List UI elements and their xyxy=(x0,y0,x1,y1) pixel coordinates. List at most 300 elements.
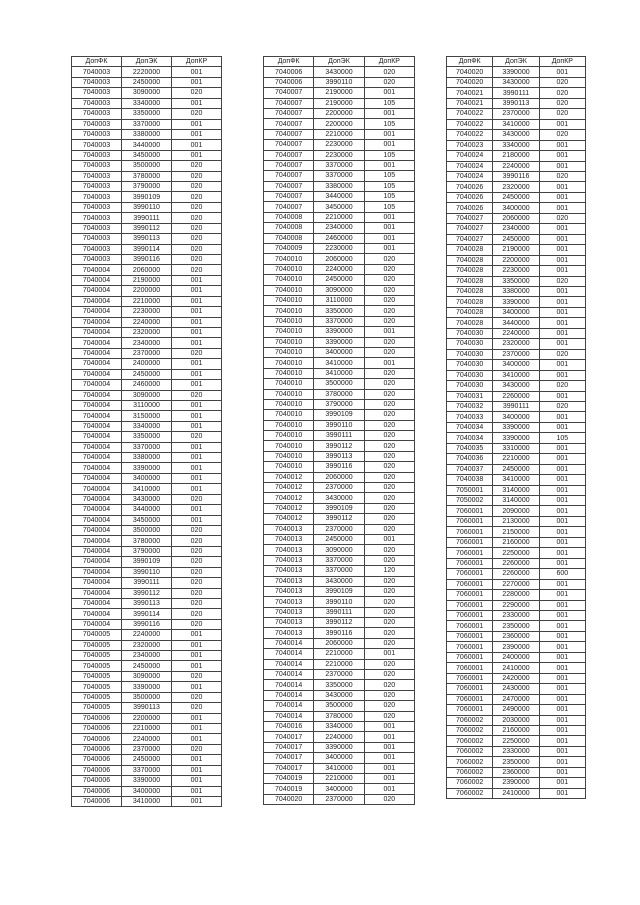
cell-dopkr: 001 xyxy=(539,579,585,589)
cell-dopfk: 7060001 xyxy=(447,694,493,704)
cell-dopfk: 7040010 xyxy=(264,410,314,420)
table-row xyxy=(264,618,415,628)
cell-dopfk: 7060001 xyxy=(447,652,493,662)
cell-dopek: 3390000 xyxy=(314,327,364,337)
table-row xyxy=(447,151,586,161)
table-row xyxy=(447,464,586,474)
cell-dopfk: 7040004 xyxy=(72,275,122,285)
cell-dopkr: 020 xyxy=(539,213,585,223)
cell-dopfk: 7040030 xyxy=(447,381,493,391)
cell-dopkr: 001 xyxy=(364,223,414,233)
table-row xyxy=(447,297,586,307)
cell-dopfk: 7040004 xyxy=(72,390,122,400)
cell-dopfk: 7060001 xyxy=(447,611,493,621)
code-table-1 xyxy=(71,56,222,807)
table-header-row xyxy=(447,57,586,67)
cell-dopfk: 7040016 xyxy=(264,722,314,732)
table-row xyxy=(264,67,415,77)
cell-dopfk: 7040030 xyxy=(447,360,493,370)
cell-dopkr: 001 xyxy=(539,297,585,307)
table-row xyxy=(264,223,415,233)
cell-dopfk: 7040036 xyxy=(447,454,493,464)
cell-dopfk: 7040008 xyxy=(264,233,314,243)
cell-dopkr: 001 xyxy=(364,244,414,254)
cell-dopkr: 001 xyxy=(539,642,585,652)
table-row xyxy=(447,213,586,223)
cell-dopkr: 020 xyxy=(172,494,222,504)
cell-dopkr: 001 xyxy=(539,475,585,485)
cell-dopek: 2190000 xyxy=(314,98,364,108)
table-row xyxy=(72,442,222,452)
cell-dopek: 2370000 xyxy=(314,524,364,534)
code-table-3 xyxy=(446,56,586,799)
table-row xyxy=(72,327,222,337)
cell-dopek: 3390000 xyxy=(314,337,364,347)
cell-dopkr: 020 xyxy=(364,254,414,264)
cell-dopfk: 7040010 xyxy=(264,462,314,472)
table-row xyxy=(264,472,415,482)
cell-dopek: 3410000 xyxy=(122,796,172,806)
cell-dopfk: 7040010 xyxy=(264,316,314,326)
cell-dopek: 3990110 xyxy=(314,420,364,430)
cell-dopek: 2430000 xyxy=(493,684,539,694)
cell-dopkr: 020 xyxy=(539,401,585,411)
cell-dopek: 2150000 xyxy=(493,527,539,537)
table-row xyxy=(447,276,586,286)
table-row xyxy=(264,358,415,368)
cell-dopkr: 001 xyxy=(172,286,222,296)
cell-dopfk: 7040010 xyxy=(264,275,314,285)
cell-dopkr: 001 xyxy=(539,757,585,767)
cell-dopek: 3090000 xyxy=(122,671,172,681)
cell-dopkr: 020 xyxy=(172,171,222,181)
cell-dopkr: 020 xyxy=(364,275,414,285)
cell-dopkr: 001 xyxy=(172,463,222,473)
table-row xyxy=(72,453,222,463)
table-row xyxy=(447,171,586,181)
cell-dopfk: 7040007 xyxy=(264,140,314,150)
table-row xyxy=(72,473,222,483)
cell-dopfk: 7040004 xyxy=(72,546,122,556)
cell-dopfk: 7040004 xyxy=(72,411,122,421)
cell-dopkr: 001 xyxy=(539,454,585,464)
cell-dopkr: 020 xyxy=(172,88,222,98)
cell-dopfk: 7060002 xyxy=(447,746,493,756)
cell-dopek: 3430000 xyxy=(314,690,364,700)
cell-dopfk: 7040004 xyxy=(72,463,122,473)
header-dopek: ДопЭК xyxy=(122,57,172,67)
cell-dopfk: 7040004 xyxy=(72,484,122,494)
cell-dopkr: 001 xyxy=(172,400,222,410)
cell-dopkr: 020 xyxy=(172,234,222,244)
cell-dopfk: 7040004 xyxy=(72,525,122,535)
cell-dopkr: 001 xyxy=(364,140,414,150)
cell-dopkr: 001 xyxy=(364,773,414,783)
cell-dopfk: 7040019 xyxy=(264,784,314,794)
cell-dopfk: 7040013 xyxy=(264,628,314,638)
cell-dopek: 3990116 xyxy=(314,628,364,638)
cell-dopkr: 020 xyxy=(364,607,414,617)
cell-dopkr: 001 xyxy=(172,275,222,285)
cell-dopkr: 001 xyxy=(539,182,585,192)
table-row xyxy=(264,732,415,742)
cell-dopkr: 001 xyxy=(172,380,222,390)
table-row xyxy=(72,567,222,577)
cell-dopkr: 001 xyxy=(539,422,585,432)
cell-dopkr: 020 xyxy=(539,171,585,181)
cell-dopek: 3400000 xyxy=(493,360,539,370)
cell-dopkr: 020 xyxy=(539,276,585,286)
cell-dopek: 3410000 xyxy=(493,119,539,129)
cell-dopkr: 020 xyxy=(172,161,222,171)
cell-dopfk: 7040013 xyxy=(264,618,314,628)
cell-dopek: 3450000 xyxy=(122,515,172,525)
cell-dopkr: 001 xyxy=(172,505,222,515)
cell-dopfk: 7040004 xyxy=(72,338,122,348)
cell-dopkr: 020 xyxy=(172,109,222,119)
cell-dopfk: 7040024 xyxy=(447,151,493,161)
cell-dopek: 2360000 xyxy=(493,631,539,641)
table-row xyxy=(447,736,586,746)
cell-dopkr: 001 xyxy=(539,119,585,129)
cell-dopkr: 001 xyxy=(364,534,414,544)
cell-dopek: 2330000 xyxy=(493,611,539,621)
cell-dopkr: 001 xyxy=(539,339,585,349)
cell-dopek: 2190000 xyxy=(314,88,364,98)
table-row xyxy=(447,391,586,401)
cell-dopkr: 001 xyxy=(539,694,585,704)
cell-dopfk: 7040031 xyxy=(447,391,493,401)
cell-dopkr: 001 xyxy=(539,192,585,202)
cell-dopfk: 7040014 xyxy=(264,701,314,711)
cell-dopkr: 020 xyxy=(172,182,222,192)
cell-dopkr: 020 xyxy=(539,77,585,87)
cell-dopek: 3990116 xyxy=(122,619,172,629)
table-row xyxy=(72,505,222,515)
table-row xyxy=(264,212,415,222)
table-row xyxy=(264,368,415,378)
cell-dopkr: 020 xyxy=(364,711,414,721)
cell-dopkr: 001 xyxy=(539,631,585,641)
cell-dopfk: 7040006 xyxy=(264,67,314,77)
cell-dopkr: 001 xyxy=(539,558,585,568)
cell-dopkr: 001 xyxy=(539,736,585,746)
cell-dopkr: 020 xyxy=(172,390,222,400)
cell-dopek: 3500000 xyxy=(314,701,364,711)
table-row xyxy=(264,690,415,700)
cell-dopfk: 7040021 xyxy=(447,88,493,98)
cell-dopkr: 001 xyxy=(539,224,585,234)
cell-dopfk: 7040027 xyxy=(447,224,493,234)
cell-dopfk: 7040004 xyxy=(72,432,122,442)
cell-dopek: 2450000 xyxy=(493,192,539,202)
table-row xyxy=(447,454,586,464)
cell-dopfk: 7040032 xyxy=(447,401,493,411)
cell-dopkr: 020 xyxy=(364,555,414,565)
cell-dopek: 2210000 xyxy=(314,649,364,659)
cell-dopkr: 020 xyxy=(364,264,414,274)
table-row xyxy=(72,525,222,535)
cell-dopek: 2360000 xyxy=(493,767,539,777)
table-row xyxy=(72,192,222,202)
table-row xyxy=(72,557,222,567)
cell-dopek: 2450000 xyxy=(314,275,364,285)
cell-dopek: 3990111 xyxy=(493,401,539,411)
cell-dopfk: 7040003 xyxy=(72,223,122,233)
table-row xyxy=(72,296,222,306)
cell-dopek: 2470000 xyxy=(493,694,539,704)
cell-dopek: 2350000 xyxy=(493,621,539,631)
cell-dopkr: 020 xyxy=(172,578,222,588)
table-row xyxy=(264,160,415,170)
cell-dopkr: 001 xyxy=(539,234,585,244)
cell-dopek: 3990113 xyxy=(122,234,172,244)
table-row xyxy=(447,422,586,432)
header-dopek: ДопЭК xyxy=(493,57,539,67)
cell-dopek: 2210000 xyxy=(122,296,172,306)
cell-dopek: 3090000 xyxy=(314,285,364,295)
cell-dopfk: 7040004 xyxy=(72,442,122,452)
cell-dopek: 3990112 xyxy=(314,441,364,451)
cell-dopek: 2370000 xyxy=(493,109,539,119)
cell-dopfk: 7060001 xyxy=(447,673,493,683)
table-row xyxy=(72,640,222,650)
cell-dopek: 2420000 xyxy=(493,673,539,683)
table-row xyxy=(264,379,415,389)
table-row xyxy=(72,390,222,400)
cell-dopfk: 7040004 xyxy=(72,421,122,431)
cell-dopfk: 7040012 xyxy=(264,514,314,524)
table-row xyxy=(447,182,586,192)
table-row xyxy=(447,98,586,108)
table-row xyxy=(447,537,586,547)
cell-dopfk: 7040003 xyxy=(72,244,122,254)
table-row xyxy=(72,796,222,806)
cell-dopkr: 105 xyxy=(364,202,414,212)
cell-dopfk: 7040006 xyxy=(72,713,122,723)
cell-dopfk: 7060001 xyxy=(447,527,493,537)
cell-dopkr: 001 xyxy=(172,359,222,369)
cell-dopek: 3380000 xyxy=(493,286,539,296)
cell-dopfk: 7040007 xyxy=(264,202,314,212)
cell-dopek: 2340000 xyxy=(122,651,172,661)
cell-dopek: 3370000 xyxy=(314,566,364,576)
cell-dopkr: 020 xyxy=(172,692,222,702)
table-row xyxy=(72,275,222,285)
cell-dopkr: 001 xyxy=(364,753,414,763)
cell-dopfk: 7040004 xyxy=(72,317,122,327)
cell-dopkr: 105 xyxy=(364,171,414,181)
cell-dopek: 2250000 xyxy=(493,736,539,746)
table-row xyxy=(447,286,586,296)
cell-dopkr: 020 xyxy=(364,441,414,451)
cell-dopfk: 7040004 xyxy=(72,619,122,629)
table-row xyxy=(264,607,415,617)
table-row xyxy=(447,579,586,589)
table-row xyxy=(72,77,222,87)
cell-dopfk: 7040005 xyxy=(72,703,122,713)
cell-dopkr: 020 xyxy=(172,557,222,567)
cell-dopkr: 105 xyxy=(364,119,414,129)
cell-dopfk: 7040006 xyxy=(264,77,314,87)
cell-dopfk: 7040004 xyxy=(72,296,122,306)
table-row xyxy=(447,412,586,422)
table-row xyxy=(72,724,222,734)
table-row xyxy=(447,506,586,516)
cell-dopek: 3780000 xyxy=(122,536,172,546)
cell-dopek: 2240000 xyxy=(314,732,364,742)
cell-dopkr: 020 xyxy=(172,536,222,546)
cell-dopfk: 7040020 xyxy=(264,794,314,804)
cell-dopek: 3350000 xyxy=(493,276,539,286)
table-row xyxy=(264,244,415,254)
table-row xyxy=(447,360,586,370)
code-table-2 xyxy=(263,56,415,805)
table-row xyxy=(447,684,586,694)
cell-dopkr: 001 xyxy=(539,496,585,506)
cell-dopkr: 001 xyxy=(172,713,222,723)
cell-dopfk: 7040010 xyxy=(264,431,314,441)
cell-dopfk: 7040028 xyxy=(447,286,493,296)
table-row xyxy=(264,192,415,202)
cell-dopkr: 001 xyxy=(539,286,585,296)
table-row xyxy=(447,631,586,641)
cell-dopfk: 7040004 xyxy=(72,578,122,588)
table-row xyxy=(72,609,222,619)
table-row xyxy=(264,129,415,139)
cell-dopkr: 001 xyxy=(172,661,222,671)
cell-dopkr: 105 xyxy=(364,192,414,202)
table-row xyxy=(72,713,222,723)
cell-dopkr: 001 xyxy=(539,255,585,265)
cell-dopek: 2370000 xyxy=(493,349,539,359)
cell-dopek: 2200000 xyxy=(493,255,539,265)
cell-dopfk: 7040024 xyxy=(447,171,493,181)
cell-dopek: 2320000 xyxy=(122,640,172,650)
cell-dopek: 3370000 xyxy=(122,442,172,452)
table-row xyxy=(72,244,222,254)
cell-dopkr: 020 xyxy=(172,588,222,598)
table-row xyxy=(72,692,222,702)
cell-dopfk: 7040009 xyxy=(264,244,314,254)
table-row xyxy=(447,255,586,265)
cell-dopkr: 001 xyxy=(539,245,585,255)
table-row xyxy=(264,347,415,357)
cell-dopek: 2400000 xyxy=(493,652,539,662)
cell-dopfk: 7040003 xyxy=(72,150,122,160)
cell-dopfk: 7060002 xyxy=(447,715,493,725)
header-dopfk: ДопФК xyxy=(447,57,493,67)
table-row xyxy=(447,611,586,621)
cell-dopek: 3790000 xyxy=(122,546,172,556)
table-row xyxy=(447,161,586,171)
table-row xyxy=(264,285,415,295)
cell-dopkr: 001 xyxy=(172,765,222,775)
table-row xyxy=(72,348,222,358)
cell-dopek: 2230000 xyxy=(314,150,364,160)
cell-dopkr: 020 xyxy=(539,109,585,119)
table-row xyxy=(264,275,415,285)
cell-dopfk: 7040010 xyxy=(264,420,314,430)
cell-dopkr: 020 xyxy=(539,381,585,391)
cell-dopfk: 7040010 xyxy=(264,306,314,316)
cell-dopkr: 001 xyxy=(172,682,222,692)
table-row xyxy=(72,369,222,379)
table-row xyxy=(72,171,222,181)
table-row xyxy=(72,182,222,192)
cell-dopek: 2320000 xyxy=(493,182,539,192)
cell-dopek: 2230000 xyxy=(314,244,364,254)
cell-dopfk: 7040003 xyxy=(72,161,122,171)
cell-dopfk: 7040012 xyxy=(264,493,314,503)
cell-dopek: 3430000 xyxy=(314,67,364,77)
cell-dopek: 2450000 xyxy=(314,534,364,544)
cell-dopkr: 020 xyxy=(364,420,414,430)
cell-dopek: 2270000 xyxy=(493,579,539,589)
cell-dopfk: 7040003 xyxy=(72,255,122,265)
table-row xyxy=(264,742,415,752)
cell-dopek: 2180000 xyxy=(493,151,539,161)
cell-dopek: 2210000 xyxy=(122,724,172,734)
cell-dopkr: 001 xyxy=(539,412,585,422)
cell-dopkr: 001 xyxy=(539,788,585,798)
cell-dopek: 2160000 xyxy=(493,537,539,547)
cell-dopfk: 7040013 xyxy=(264,524,314,534)
cell-dopkr: 020 xyxy=(172,255,222,265)
cell-dopkr: 020 xyxy=(172,525,222,535)
table-header-row xyxy=(264,57,415,67)
cell-dopfk: 7040007 xyxy=(264,98,314,108)
table-row xyxy=(447,757,586,767)
table-row xyxy=(72,129,222,139)
cell-dopek: 3450000 xyxy=(122,150,172,160)
cell-dopkr: 020 xyxy=(364,368,414,378)
cell-dopfk: 7040003 xyxy=(72,119,122,129)
cell-dopkr: 001 xyxy=(539,590,585,600)
cell-dopfk: 7040022 xyxy=(447,130,493,140)
cell-dopek: 2410000 xyxy=(493,788,539,798)
cell-dopfk: 7040004 xyxy=(72,515,122,525)
cell-dopkr: 020 xyxy=(364,514,414,524)
cell-dopkr: 001 xyxy=(539,548,585,558)
cell-dopek: 2200000 xyxy=(314,119,364,129)
cell-dopek: 3790000 xyxy=(122,182,172,192)
cell-dopkr: 001 xyxy=(172,421,222,431)
cell-dopfk: 7040010 xyxy=(264,451,314,461)
cell-dopfk: 7040003 xyxy=(72,129,122,139)
table-row xyxy=(264,545,415,555)
table-row xyxy=(447,558,586,568)
cell-dopkr: 020 xyxy=(172,703,222,713)
cell-dopkr: 020 xyxy=(364,680,414,690)
cell-dopek: 3990113 xyxy=(122,703,172,713)
cell-dopkr: 020 xyxy=(364,295,414,305)
cell-dopkr: 020 xyxy=(364,472,414,482)
cell-dopfk: 7060001 xyxy=(447,631,493,641)
cell-dopkr: 001 xyxy=(172,724,222,734)
cell-dopfk: 7040027 xyxy=(447,213,493,223)
cell-dopkr: 020 xyxy=(172,265,222,275)
table-row xyxy=(72,400,222,410)
cell-dopek: 3370000 xyxy=(122,765,172,775)
cell-dopkr: 001 xyxy=(539,318,585,328)
cell-dopfk: 7040004 xyxy=(72,588,122,598)
cell-dopek: 3390000 xyxy=(314,742,364,752)
cell-dopek: 2260000 xyxy=(493,391,539,401)
cell-dopkr: 001 xyxy=(539,391,585,401)
table-row xyxy=(264,462,415,472)
cell-dopkr: 020 xyxy=(364,493,414,503)
